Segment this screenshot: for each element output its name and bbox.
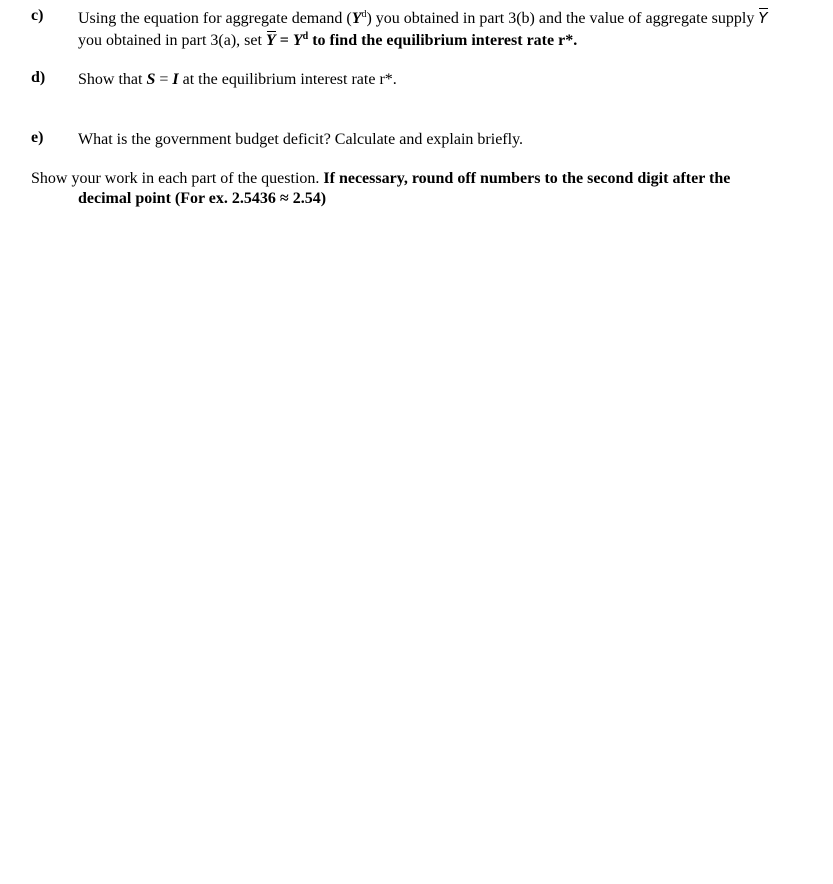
- question-e-line: What is the government budget deficit? Calculate and explain briefly.: [78, 131, 524, 148]
- ybar-bold-symbol: Y: [266, 30, 276, 52]
- note-bold-1: If necessary, round off numbers to the second digit after the: [323, 170, 731, 187]
- question-d-equals: =: [155, 71, 173, 88]
- question-d-text: [78, 69, 825, 91]
- question-d-label: d): [31, 69, 46, 86]
- question-c-line1-mid: ) you obtained in part 3(b) and the value of aggregate supply: [366, 10, 759, 27]
- question-e-label: e): [31, 129, 44, 146]
- question-c-line1: [78, 7, 825, 30]
- note-plain: Show your work in each part of the question.: [31, 170, 324, 187]
- question-d-line: [78, 69, 825, 91]
- question-c-line2-start: you obtained in part 3(a), set: [78, 32, 266, 49]
- yd-symbol: Y: [351, 10, 362, 27]
- yd-superscript: d: [361, 9, 367, 20]
- ybar-symbol: Y: [758, 9, 768, 27]
- note-bold-2: decimal point (For ex. 2.5436 ≈ 2.54): [78, 190, 327, 207]
- yd-bold-symbol: Y: [292, 32, 303, 49]
- question-c-label: c): [31, 7, 44, 24]
- i-symbol: I: [172, 71, 179, 88]
- question-c-line1-start: Using the equation for aggregate demand (: [78, 10, 352, 27]
- question-d-end: at the equilibrium interest rate r*.: [178, 71, 397, 88]
- yd-bold-superscript: d: [302, 31, 309, 42]
- question-e-text: [78, 129, 825, 151]
- question-d-start: Show that: [78, 71, 147, 88]
- question-c-line2: [78, 30, 825, 52]
- question-c-line2-end: to find the equilibrium interest rate r*.: [308, 32, 578, 49]
- instructions-note: [31, 169, 825, 209]
- question-c-text: [78, 7, 825, 52]
- s-symbol: S: [146, 71, 156, 88]
- equals-sign: =: [275, 32, 293, 49]
